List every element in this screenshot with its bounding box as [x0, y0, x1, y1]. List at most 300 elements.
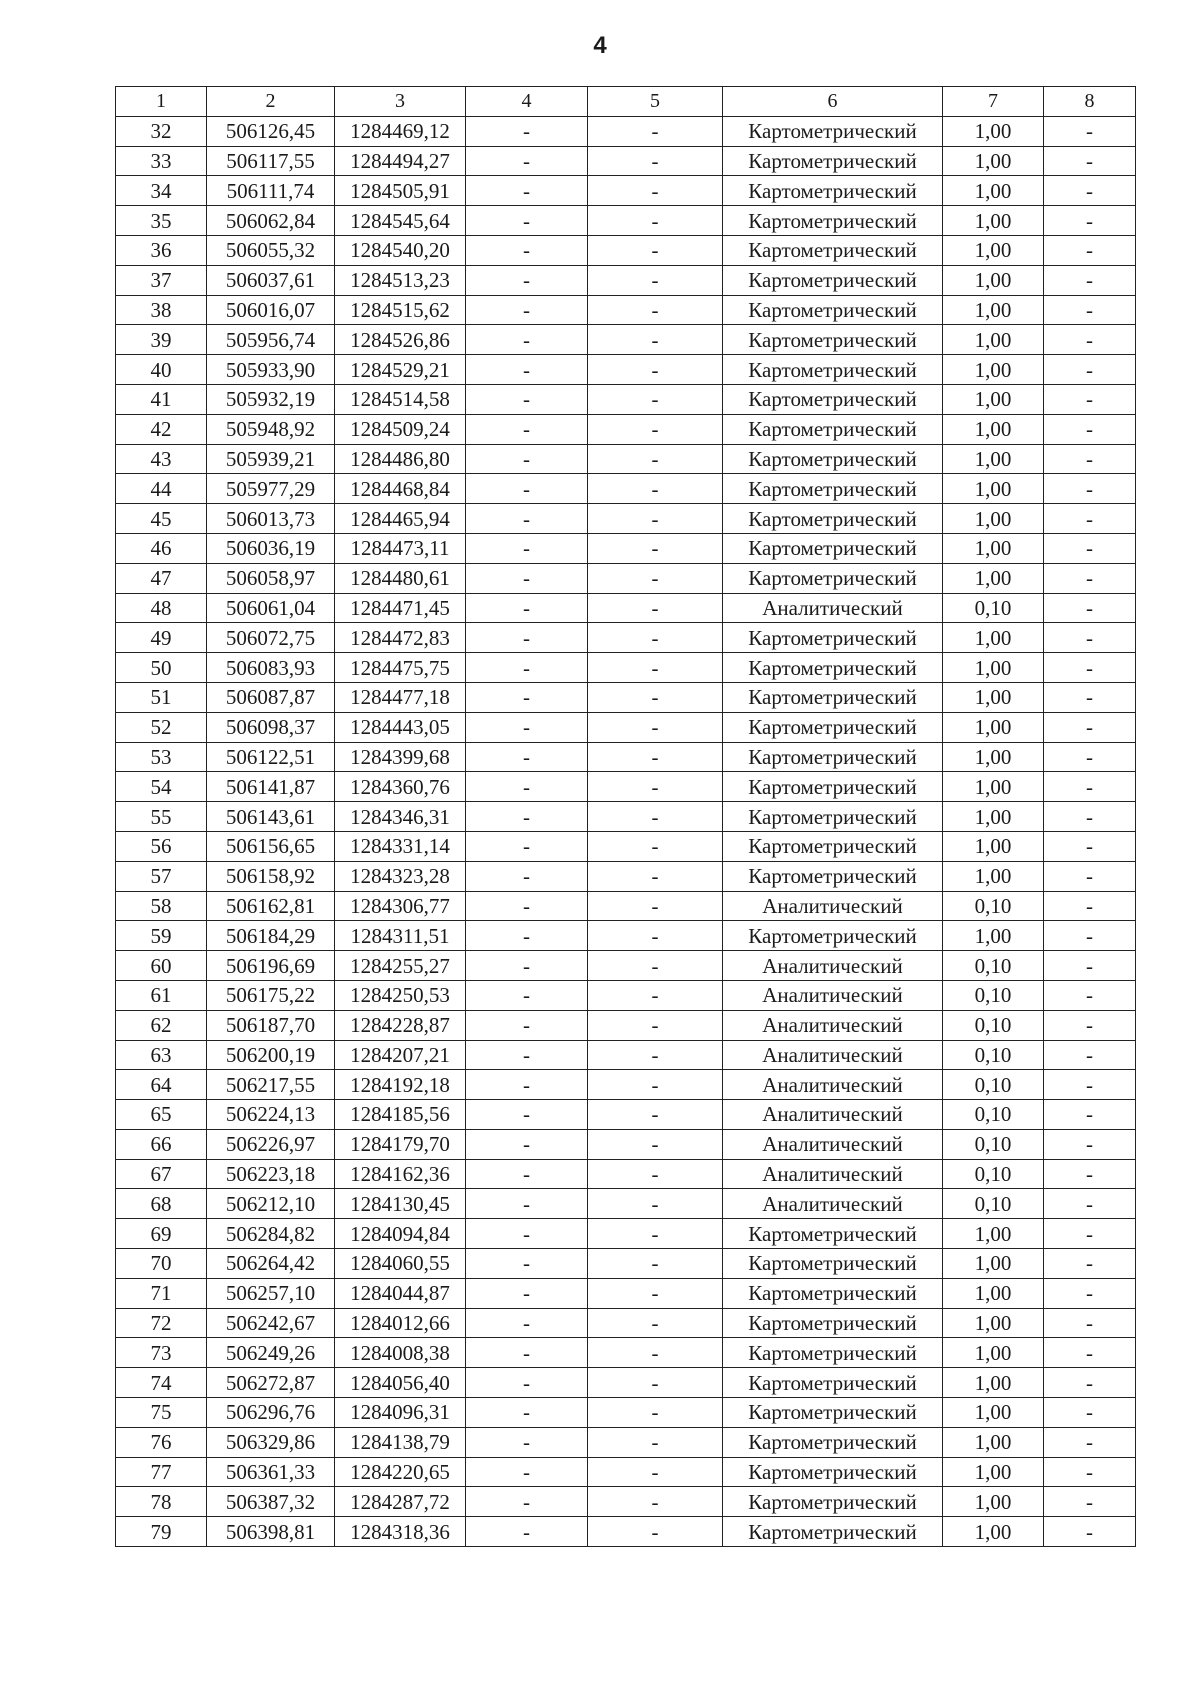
x-coordinate-cell: 506061,04: [207, 593, 335, 623]
table-row: [116, 1338, 1136, 1368]
point-number-cell: 65: [116, 1100, 207, 1130]
table-row: [116, 444, 1136, 474]
col-4-value-cell: -: [466, 325, 588, 355]
method-cell: Картометрический: [723, 802, 943, 832]
x-coordinate-cell: 506398,81: [207, 1517, 335, 1547]
y-coordinate-cell: 1284207,21: [335, 1040, 466, 1070]
point-number-cell: 34: [116, 176, 207, 206]
table-row: [116, 980, 1136, 1010]
col-5-value-cell: -: [588, 265, 723, 295]
accuracy-cell: 1,00: [943, 1249, 1044, 1279]
col-8-value-cell: -: [1044, 1100, 1136, 1130]
point-number-cell: 52: [116, 712, 207, 742]
point-number-cell: 48: [116, 593, 207, 623]
col-8-value-cell: -: [1044, 474, 1136, 504]
x-coordinate-cell: 506242,67: [207, 1308, 335, 1338]
col-4-value-cell: -: [466, 1189, 588, 1219]
table-row: [116, 474, 1136, 504]
col-4-value-cell: -: [466, 980, 588, 1010]
x-coordinate-cell: 506224,13: [207, 1100, 335, 1130]
point-number-cell: 62: [116, 1010, 207, 1040]
col-8-value-cell: -: [1044, 563, 1136, 593]
col-5-value-cell: -: [588, 116, 723, 146]
table-row: [116, 891, 1136, 921]
y-coordinate-cell: 1284545,64: [335, 206, 466, 236]
y-coordinate-cell: 1284331,14: [335, 831, 466, 861]
col-5-value-cell: -: [588, 831, 723, 861]
y-coordinate-cell: 1284515,62: [335, 295, 466, 325]
table-row: [116, 1308, 1136, 1338]
x-coordinate-cell: 506249,26: [207, 1338, 335, 1368]
x-coordinate-cell: 506156,65: [207, 831, 335, 861]
point-number-cell: 41: [116, 384, 207, 414]
col-4-value-cell: -: [466, 1100, 588, 1130]
col-4-value-cell: -: [466, 1010, 588, 1040]
col-4-value-cell: -: [466, 1398, 588, 1428]
y-coordinate-cell: 1284287,72: [335, 1487, 466, 1517]
col-8-value-cell: -: [1044, 235, 1136, 265]
accuracy-cell: 1,00: [943, 772, 1044, 802]
accuracy-cell: 1,00: [943, 712, 1044, 742]
method-cell: Аналитический: [723, 1010, 943, 1040]
col-8-value-cell: -: [1044, 1040, 1136, 1070]
x-coordinate-cell: 506264,42: [207, 1249, 335, 1279]
col-4-value-cell: -: [466, 295, 588, 325]
accuracy-cell: 1,00: [943, 1308, 1044, 1338]
col-5-value-cell: -: [588, 504, 723, 534]
y-coordinate-cell: 1284472,83: [335, 623, 466, 653]
method-cell: Картометрический: [723, 206, 943, 236]
table-row: [116, 355, 1136, 385]
table-row: [116, 1427, 1136, 1457]
x-coordinate-cell: 506072,75: [207, 623, 335, 653]
col-5-value-cell: -: [588, 1100, 723, 1130]
col-5-value-cell: -: [588, 1249, 723, 1279]
table-row: [116, 235, 1136, 265]
method-cell: Картометрический: [723, 1368, 943, 1398]
method-cell: Аналитический: [723, 1189, 943, 1219]
col-8-value-cell: -: [1044, 861, 1136, 891]
col-5-value-cell: -: [588, 414, 723, 444]
accuracy-cell: 1,00: [943, 116, 1044, 146]
point-number-cell: 58: [116, 891, 207, 921]
method-cell: Аналитический: [723, 1100, 943, 1130]
y-coordinate-cell: 1284096,31: [335, 1398, 466, 1428]
col-5-value-cell: -: [588, 861, 723, 891]
y-coordinate-cell: 1284130,45: [335, 1189, 466, 1219]
method-cell: Картометрический: [723, 831, 943, 861]
table-row: [116, 1487, 1136, 1517]
accuracy-cell: 1,00: [943, 653, 1044, 683]
col-8-value-cell: -: [1044, 1487, 1136, 1517]
accuracy-cell: 1,00: [943, 414, 1044, 444]
col-8-value-cell: -: [1044, 742, 1136, 772]
method-cell: Аналитический: [723, 891, 943, 921]
point-number-cell: 46: [116, 533, 207, 563]
x-coordinate-cell: 506257,10: [207, 1278, 335, 1308]
method-cell: Картометрический: [723, 1308, 943, 1338]
col-4-value-cell: -: [466, 1070, 588, 1100]
table-row: [116, 772, 1136, 802]
y-coordinate-cell: 1284473,11: [335, 533, 466, 563]
col-8-value-cell: -: [1044, 414, 1136, 444]
point-number-cell: 57: [116, 861, 207, 891]
accuracy-cell: 0,10: [943, 1040, 1044, 1070]
table-row: [116, 1189, 1136, 1219]
x-coordinate-cell: 506083,93: [207, 653, 335, 683]
col-4-value-cell: -: [466, 474, 588, 504]
x-coordinate-cell: 506058,97: [207, 563, 335, 593]
method-cell: Картометрический: [723, 355, 943, 385]
table-row: [116, 742, 1136, 772]
accuracy-cell: 0,10: [943, 593, 1044, 623]
col-5-value-cell: -: [588, 176, 723, 206]
accuracy-cell: 0,10: [943, 951, 1044, 981]
point-number-cell: 70: [116, 1249, 207, 1279]
col-8-value-cell: -: [1044, 1457, 1136, 1487]
x-coordinate-cell: 506013,73: [207, 504, 335, 534]
accuracy-cell: 1,00: [943, 1398, 1044, 1428]
col-8-value-cell: -: [1044, 1189, 1136, 1219]
table-row: [116, 384, 1136, 414]
column-header-7: 7: [943, 87, 1044, 117]
point-number-cell: 54: [116, 772, 207, 802]
point-number-cell: 37: [116, 265, 207, 295]
point-number-cell: 40: [116, 355, 207, 385]
y-coordinate-cell: 1284012,66: [335, 1308, 466, 1338]
accuracy-cell: 1,00: [943, 682, 1044, 712]
table-row: [116, 951, 1136, 981]
table-row: [116, 1517, 1136, 1547]
x-coordinate-cell: 506223,18: [207, 1159, 335, 1189]
y-coordinate-cell: 1284318,36: [335, 1517, 466, 1547]
y-coordinate-cell: 1284220,65: [335, 1457, 466, 1487]
method-cell: Картометрический: [723, 325, 943, 355]
method-cell: Картометрический: [723, 861, 943, 891]
col-8-value-cell: -: [1044, 712, 1136, 742]
col-5-value-cell: -: [588, 355, 723, 385]
accuracy-cell: 1,00: [943, 355, 1044, 385]
x-coordinate-cell: 506098,37: [207, 712, 335, 742]
table-row: [116, 653, 1136, 683]
col-8-value-cell: -: [1044, 295, 1136, 325]
y-coordinate-cell: 1284469,12: [335, 116, 466, 146]
accuracy-cell: 1,00: [943, 1517, 1044, 1547]
table-row: [116, 1010, 1136, 1040]
method-cell: Картометрический: [723, 444, 943, 474]
col-4-value-cell: -: [466, 1040, 588, 1070]
x-coordinate-cell: 506062,84: [207, 206, 335, 236]
table-row: [116, 1398, 1136, 1428]
x-coordinate-cell: 506184,29: [207, 921, 335, 951]
point-number-cell: 74: [116, 1368, 207, 1398]
accuracy-cell: 1,00: [943, 176, 1044, 206]
y-coordinate-cell: 1284494,27: [335, 146, 466, 176]
table-row: [116, 682, 1136, 712]
y-coordinate-cell: 1284008,38: [335, 1338, 466, 1368]
col-4-value-cell: -: [466, 384, 588, 414]
col-8-value-cell: -: [1044, 623, 1136, 653]
y-coordinate-cell: 1284060,55: [335, 1249, 466, 1279]
col-8-value-cell: -: [1044, 533, 1136, 563]
col-4-value-cell: -: [466, 265, 588, 295]
point-number-cell: 72: [116, 1308, 207, 1338]
x-coordinate-cell: 506117,55: [207, 146, 335, 176]
col-4-value-cell: -: [466, 533, 588, 563]
table-row: [116, 146, 1136, 176]
method-cell: Картометрический: [723, 1249, 943, 1279]
column-header-4: 4: [466, 87, 588, 117]
table-body: [116, 116, 1136, 1546]
table-row: [116, 623, 1136, 653]
accuracy-cell: 1,00: [943, 1219, 1044, 1249]
col-4-value-cell: -: [466, 593, 588, 623]
x-coordinate-cell: 506122,51: [207, 742, 335, 772]
method-cell: Аналитический: [723, 593, 943, 623]
method-cell: Аналитический: [723, 980, 943, 1010]
method-cell: Картометрический: [723, 682, 943, 712]
col-4-value-cell: -: [466, 563, 588, 593]
point-number-cell: 35: [116, 206, 207, 236]
column-header-3: 3: [335, 87, 466, 117]
table-row: [116, 1070, 1136, 1100]
point-number-cell: 44: [116, 474, 207, 504]
y-coordinate-cell: 1284526,86: [335, 325, 466, 355]
method-cell: Картометрический: [723, 742, 943, 772]
y-coordinate-cell: 1284306,77: [335, 891, 466, 921]
x-coordinate-cell: 505939,21: [207, 444, 335, 474]
col-8-value-cell: -: [1044, 1010, 1136, 1040]
col-8-value-cell: -: [1044, 1308, 1136, 1338]
col-8-value-cell: -: [1044, 921, 1136, 951]
point-number-cell: 71: [116, 1278, 207, 1308]
accuracy-cell: 1,00: [943, 533, 1044, 563]
col-8-value-cell: -: [1044, 116, 1136, 146]
method-cell: Картометрический: [723, 1219, 943, 1249]
accuracy-cell: 0,10: [943, 1159, 1044, 1189]
table-row: [116, 1040, 1136, 1070]
accuracy-cell: 1,00: [943, 1278, 1044, 1308]
point-number-cell: 63: [116, 1040, 207, 1070]
point-number-cell: 33: [116, 146, 207, 176]
accuracy-cell: 1,00: [943, 742, 1044, 772]
x-coordinate-cell: 506143,61: [207, 802, 335, 832]
accuracy-cell: 1,00: [943, 295, 1044, 325]
point-number-cell: 73: [116, 1338, 207, 1368]
table-row: [116, 206, 1136, 236]
table-row: [116, 712, 1136, 742]
y-coordinate-cell: 1284360,76: [335, 772, 466, 802]
col-5-value-cell: -: [588, 1159, 723, 1189]
table-row: [116, 295, 1136, 325]
accuracy-cell: 0,10: [943, 1189, 1044, 1219]
col-4-value-cell: -: [466, 504, 588, 534]
y-coordinate-cell: 1284513,23: [335, 265, 466, 295]
x-coordinate-cell: 506055,32: [207, 235, 335, 265]
col-5-value-cell: -: [588, 1338, 723, 1368]
col-4-value-cell: -: [466, 712, 588, 742]
column-header-5: 5: [588, 87, 723, 117]
col-4-value-cell: -: [466, 116, 588, 146]
x-coordinate-cell: 506387,32: [207, 1487, 335, 1517]
x-coordinate-cell: 506212,10: [207, 1189, 335, 1219]
col-4-value-cell: -: [466, 1368, 588, 1398]
point-number-cell: 36: [116, 235, 207, 265]
y-coordinate-cell: 1284514,58: [335, 384, 466, 414]
point-number-cell: 32: [116, 116, 207, 146]
table-row: [116, 593, 1136, 623]
col-5-value-cell: -: [588, 593, 723, 623]
col-4-value-cell: -: [466, 1487, 588, 1517]
col-4-value-cell: -: [466, 1129, 588, 1159]
col-4-value-cell: -: [466, 146, 588, 176]
method-cell: Картометрический: [723, 295, 943, 325]
accuracy-cell: 1,00: [943, 1368, 1044, 1398]
x-coordinate-cell: 506217,55: [207, 1070, 335, 1100]
x-coordinate-cell: 506126,45: [207, 116, 335, 146]
col-8-value-cell: -: [1044, 176, 1136, 206]
col-5-value-cell: -: [588, 1070, 723, 1100]
x-coordinate-cell: 506158,92: [207, 861, 335, 891]
col-4-value-cell: -: [466, 891, 588, 921]
y-coordinate-cell: 1284056,40: [335, 1368, 466, 1398]
accuracy-cell: 0,10: [943, 1070, 1044, 1100]
col-8-value-cell: -: [1044, 504, 1136, 534]
col-5-value-cell: -: [588, 682, 723, 712]
col-5-value-cell: -: [588, 1487, 723, 1517]
table-row: [116, 563, 1136, 593]
x-coordinate-cell: 506141,87: [207, 772, 335, 802]
column-header-2: 2: [207, 87, 335, 117]
method-cell: Картометрический: [723, 116, 943, 146]
col-8-value-cell: -: [1044, 951, 1136, 981]
method-cell: Картометрический: [723, 921, 943, 951]
accuracy-cell: 1,00: [943, 206, 1044, 236]
x-coordinate-cell: 506226,97: [207, 1129, 335, 1159]
accuracy-cell: 0,10: [943, 1129, 1044, 1159]
col-5-value-cell: -: [588, 325, 723, 355]
col-8-value-cell: -: [1044, 355, 1136, 385]
table-row: [116, 861, 1136, 891]
col-4-value-cell: -: [466, 623, 588, 653]
col-5-value-cell: -: [588, 1129, 723, 1159]
method-cell: Аналитический: [723, 1040, 943, 1070]
col-5-value-cell: -: [588, 653, 723, 683]
col-8-value-cell: -: [1044, 146, 1136, 176]
col-5-value-cell: -: [588, 921, 723, 951]
point-number-cell: 64: [116, 1070, 207, 1100]
point-number-cell: 76: [116, 1427, 207, 1457]
y-coordinate-cell: 1284250,53: [335, 980, 466, 1010]
accuracy-cell: 1,00: [943, 1338, 1044, 1368]
point-number-cell: 51: [116, 682, 207, 712]
method-cell: Картометрический: [723, 1338, 943, 1368]
column-header-6: 6: [723, 87, 943, 117]
x-coordinate-cell: 506272,87: [207, 1368, 335, 1398]
accuracy-cell: 1,00: [943, 563, 1044, 593]
col-5-value-cell: -: [588, 1457, 723, 1487]
x-coordinate-cell: 506200,19: [207, 1040, 335, 1070]
col-4-value-cell: -: [466, 1249, 588, 1279]
table-row: [116, 533, 1136, 563]
col-8-value-cell: -: [1044, 1427, 1136, 1457]
col-5-value-cell: -: [588, 802, 723, 832]
method-cell: Картометрический: [723, 1398, 943, 1428]
method-cell: Картометрический: [723, 474, 943, 504]
col-8-value-cell: -: [1044, 1129, 1136, 1159]
col-5-value-cell: -: [588, 772, 723, 802]
y-coordinate-cell: 1284486,80: [335, 444, 466, 474]
accuracy-cell: 1,00: [943, 831, 1044, 861]
col-8-value-cell: -: [1044, 831, 1136, 861]
col-4-value-cell: -: [466, 921, 588, 951]
accuracy-cell: 1,00: [943, 265, 1044, 295]
y-coordinate-cell: 1284475,75: [335, 653, 466, 683]
accuracy-cell: 1,00: [943, 146, 1044, 176]
point-number-cell: 43: [116, 444, 207, 474]
page-number: 4: [593, 32, 607, 59]
col-4-value-cell: -: [466, 444, 588, 474]
point-number-cell: 50: [116, 653, 207, 683]
col-4-value-cell: -: [466, 235, 588, 265]
col-5-value-cell: -: [588, 533, 723, 563]
col-5-value-cell: -: [588, 623, 723, 653]
y-coordinate-cell: 1284468,84: [335, 474, 466, 504]
method-cell: Картометрический: [723, 384, 943, 414]
x-coordinate-cell: 506196,69: [207, 951, 335, 981]
y-coordinate-cell: 1284044,87: [335, 1278, 466, 1308]
x-coordinate-cell: 506361,33: [207, 1457, 335, 1487]
y-coordinate-cell: 1284540,20: [335, 235, 466, 265]
col-8-value-cell: -: [1044, 444, 1136, 474]
table-row: [116, 325, 1136, 355]
accuracy-cell: 1,00: [943, 1427, 1044, 1457]
x-coordinate-cell: 505977,29: [207, 474, 335, 504]
method-cell: Картометрический: [723, 712, 943, 742]
point-number-cell: 69: [116, 1219, 207, 1249]
table-row: [116, 504, 1136, 534]
col-5-value-cell: -: [588, 206, 723, 236]
accuracy-cell: 1,00: [943, 1487, 1044, 1517]
y-coordinate-cell: 1284228,87: [335, 1010, 466, 1040]
x-coordinate-cell: 505933,90: [207, 355, 335, 385]
col-5-value-cell: -: [588, 742, 723, 772]
col-5-value-cell: -: [588, 1010, 723, 1040]
col-4-value-cell: -: [466, 176, 588, 206]
col-4-value-cell: -: [466, 861, 588, 891]
method-cell: Картометрический: [723, 176, 943, 206]
point-number-cell: 77: [116, 1457, 207, 1487]
col-5-value-cell: -: [588, 980, 723, 1010]
y-coordinate-cell: 1284529,21: [335, 355, 466, 385]
x-coordinate-cell: 506087,87: [207, 682, 335, 712]
col-5-value-cell: -: [588, 712, 723, 742]
col-5-value-cell: -: [588, 235, 723, 265]
method-cell: Аналитический: [723, 1159, 943, 1189]
col-8-value-cell: -: [1044, 1368, 1136, 1398]
table-row: [116, 1100, 1136, 1130]
x-coordinate-cell: 506037,61: [207, 265, 335, 295]
table-row: [116, 414, 1136, 444]
point-number-cell: 75: [116, 1398, 207, 1428]
table-row: [116, 116, 1136, 146]
col-4-value-cell: -: [466, 1338, 588, 1368]
col-4-value-cell: -: [466, 831, 588, 861]
col-8-value-cell: -: [1044, 1278, 1136, 1308]
col-8-value-cell: -: [1044, 772, 1136, 802]
x-coordinate-cell: 506329,86: [207, 1427, 335, 1457]
accuracy-cell: 0,10: [943, 980, 1044, 1010]
